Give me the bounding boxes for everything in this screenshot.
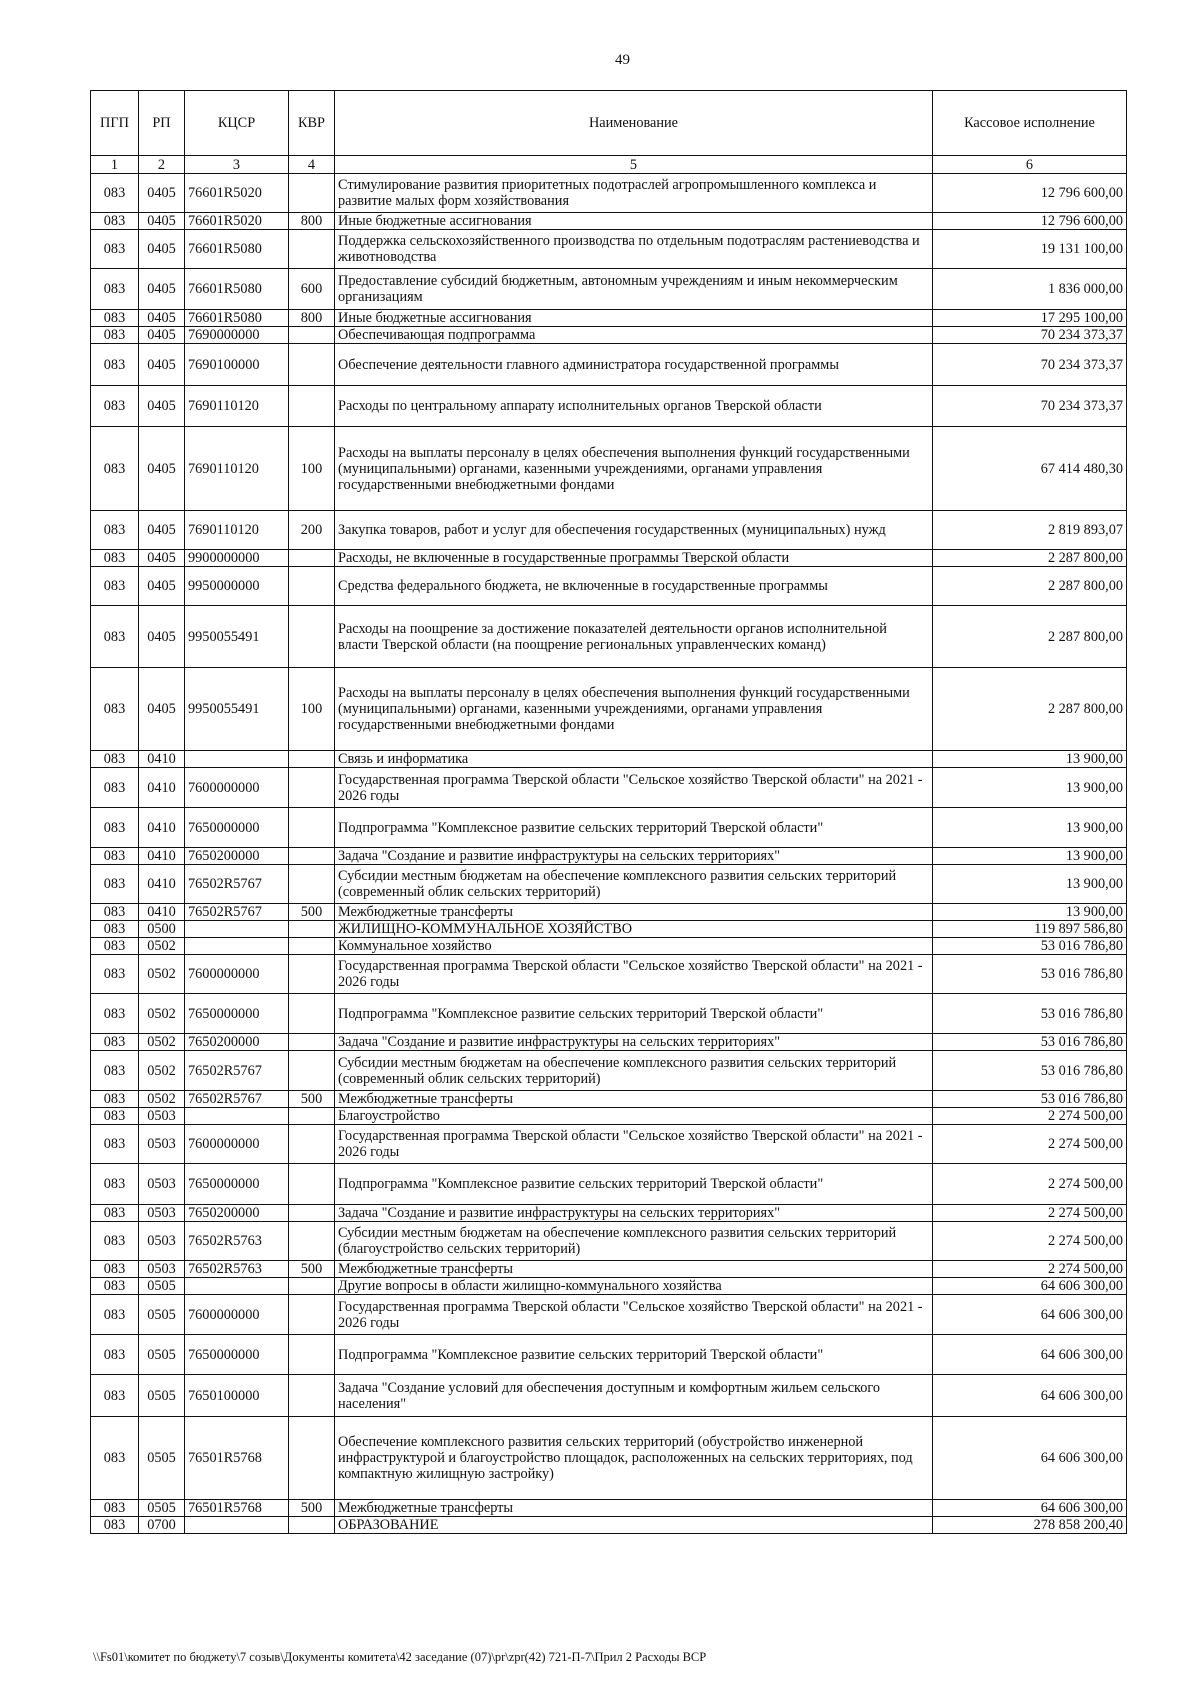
cell-kcsr: 76601R5080 [185, 230, 289, 269]
cell-kvr [289, 327, 335, 344]
cell-name: Обеспечивающая подпрограмма [335, 327, 933, 344]
table-row [91, 1091, 1127, 1108]
header-amount: Кассовое исполнение [933, 91, 1127, 156]
cell-kcsr: 76501R5768 [185, 1417, 289, 1500]
cell-kcsr: 7650000000 [185, 994, 289, 1034]
cell-kcsr: 7690110120 [185, 511, 289, 550]
cell-kvr [289, 1125, 335, 1164]
cell-ppg: 083 [91, 310, 139, 327]
cell-amount: 2 274 500,00 [933, 1205, 1127, 1222]
cell-amount: 12 796 600,00 [933, 174, 1127, 213]
cell-name: Расходы на поощрение за достижение показателей деятельности органов исполнительной власти Тверской области (на поощрение региональных управленческих команд) [335, 606, 933, 668]
cell-amount: 64 606 300,00 [933, 1295, 1127, 1335]
cell-kvr [289, 386, 335, 427]
cell-amount: 53 016 786,80 [933, 1091, 1127, 1108]
cell-rp: 0405 [139, 327, 185, 344]
table-row [91, 1051, 1127, 1091]
cell-kcsr: 7650100000 [185, 1375, 289, 1417]
header-name: Наименование [335, 91, 933, 156]
cell-kcsr: 9950055491 [185, 668, 289, 751]
table-row [91, 1222, 1127, 1261]
cell-rp: 0405 [139, 174, 185, 213]
cell-rp: 0405 [139, 606, 185, 668]
cell-rp: 0505 [139, 1417, 185, 1500]
cell-kvr [289, 938, 335, 955]
cell-amount: 13 900,00 [933, 848, 1127, 865]
table-row [91, 938, 1127, 955]
cell-rp: 0405 [139, 230, 185, 269]
table-row [91, 1164, 1127, 1205]
cell-name: Расходы, не включенные в государственные программы Тверской области [335, 550, 933, 567]
table-row [91, 1517, 1127, 1534]
cell-kcsr: 7650200000 [185, 1205, 289, 1222]
cell-kvr [289, 1034, 335, 1051]
cell-amount: 53 016 786,80 [933, 1051, 1127, 1091]
cell-kvr: 800 [289, 213, 335, 230]
cell-rp: 0410 [139, 904, 185, 921]
cell-amount: 70 234 373,37 [933, 327, 1127, 344]
cell-kcsr: 7650200000 [185, 1034, 289, 1051]
cell-rp: 0405 [139, 213, 185, 230]
cell-amount: 70 234 373,37 [933, 344, 1127, 386]
cell-rp: 0405 [139, 567, 185, 606]
column-number: 4 [289, 156, 335, 174]
cell-kvr [289, 955, 335, 994]
cell-kvr: 200 [289, 511, 335, 550]
cell-kcsr: 7600000000 [185, 1125, 289, 1164]
cell-ppg: 083 [91, 1108, 139, 1125]
table-row [91, 310, 1127, 327]
cell-ppg: 083 [91, 174, 139, 213]
cell-kcsr [185, 1278, 289, 1295]
cell-kcsr: 76601R5080 [185, 269, 289, 310]
page-number: 49 [615, 52, 630, 68]
cell-kcsr [185, 938, 289, 955]
cell-amount: 2 287 800,00 [933, 550, 1127, 567]
cell-rp: 0410 [139, 751, 185, 768]
cell-rp: 0503 [139, 1205, 185, 1222]
cell-ppg: 083 [91, 1500, 139, 1517]
cell-rp: 0502 [139, 994, 185, 1034]
cell-name: Государственная программа Тверской области "Сельское хозяйство Тверской области" на 2021 - 2026 годы [335, 1295, 933, 1335]
cell-rp: 0500 [139, 921, 185, 938]
cell-kvr [289, 1295, 335, 1335]
column-number: 3 [185, 156, 289, 174]
cell-name: Государственная программа Тверской области "Сельское хозяйство Тверской области" на 2021 - 2026 годы [335, 955, 933, 994]
table-row [91, 174, 1127, 213]
table-row [91, 994, 1127, 1034]
cell-name: Субсидии местным бюджетам на обеспечение комплексного развития сельских территорий (благоустройство сельских территорий) [335, 1222, 933, 1261]
cell-kvr [289, 768, 335, 808]
cell-amount: 13 900,00 [933, 904, 1127, 921]
cell-kcsr: 76501R5768 [185, 1500, 289, 1517]
cell-rp: 0410 [139, 865, 185, 904]
cell-kvr: 500 [289, 1500, 335, 1517]
cell-rp: 0502 [139, 1034, 185, 1051]
cell-name: Закупка товаров, работ и услуг для обеспечения государственных (муниципальных) нужд [335, 511, 933, 550]
cell-kcsr: 7690110120 [185, 427, 289, 511]
cell-amount: 13 900,00 [933, 865, 1127, 904]
cell-name: Государственная программа Тверской области "Сельское хозяйство Тверской области" на 2021 - 2026 годы [335, 768, 933, 808]
cell-rp: 0503 [139, 1108, 185, 1125]
cell-amount: 2 274 500,00 [933, 1222, 1127, 1261]
cell-amount: 12 796 600,00 [933, 213, 1127, 230]
cell-ppg: 083 [91, 344, 139, 386]
cell-kcsr: 76601R5020 [185, 174, 289, 213]
table-row [91, 567, 1127, 606]
cell-ppg: 083 [91, 921, 139, 938]
cell-rp: 0505 [139, 1278, 185, 1295]
cell-kvr: 600 [289, 269, 335, 310]
cell-rp: 0502 [139, 938, 185, 955]
cell-rp: 0410 [139, 768, 185, 808]
column-number: 1 [91, 156, 139, 174]
header-kcsr: КЦСР [185, 91, 289, 156]
table-row [91, 606, 1127, 668]
cell-rp: 0505 [139, 1335, 185, 1375]
cell-name: Подпрограмма "Комплексное развитие сельских территорий Тверской области" [335, 808, 933, 848]
cell-rp: 0503 [139, 1261, 185, 1278]
cell-ppg: 083 [91, 1091, 139, 1108]
cell-rp: 0405 [139, 427, 185, 511]
cell-rp: 0405 [139, 344, 185, 386]
cell-ppg: 083 [91, 230, 139, 269]
cell-ppg: 083 [91, 1517, 139, 1534]
cell-ppg: 083 [91, 1261, 139, 1278]
cell-rp: 0503 [139, 1164, 185, 1205]
cell-ppg: 083 [91, 386, 139, 427]
cell-ppg: 083 [91, 427, 139, 511]
cell-kvr: 500 [289, 904, 335, 921]
cell-amount: 13 900,00 [933, 751, 1127, 768]
cell-rp: 0405 [139, 668, 185, 751]
cell-kvr [289, 174, 335, 213]
cell-ppg: 083 [91, 1164, 139, 1205]
footer-file-path: \\Fs01\комитет по бюджету\7 созыв\Документы комитета\42 заседание (07)\pr\zpr(42) 721-П-7\Прил 2 Расходы ВСР [93, 1650, 707, 1664]
cell-ppg: 083 [91, 1295, 139, 1335]
cell-rp: 0502 [139, 1091, 185, 1108]
table-row [91, 848, 1127, 865]
table-row [91, 1375, 1127, 1417]
cell-amount: 1 836 000,00 [933, 269, 1127, 310]
cell-amount: 2 819 893,07 [933, 511, 1127, 550]
cell-rp: 0503 [139, 1125, 185, 1164]
cell-kvr [289, 567, 335, 606]
cell-kvr [289, 1108, 335, 1125]
cell-name: Обеспечение комплексного развития сельских территорий (обустройство инженерной инфраструктурой и благоустройство площадок, расположенных на сельских территориях, под компактную жилищную застройку) [335, 1417, 933, 1500]
cell-amount: 13 900,00 [933, 808, 1127, 848]
cell-name: Связь и информатика [335, 751, 933, 768]
cell-kcsr: 76502R5767 [185, 1051, 289, 1091]
cell-kcsr: 7600000000 [185, 1295, 289, 1335]
cell-kvr [289, 1335, 335, 1375]
cell-name: Задача "Создание и развитие инфраструктуры на сельских территориях" [335, 1205, 933, 1222]
cell-kvr [289, 848, 335, 865]
column-number: 6 [933, 156, 1127, 174]
cell-ppg: 083 [91, 213, 139, 230]
cell-kcsr: 9900000000 [185, 550, 289, 567]
cell-name: Субсидии местным бюджетам на обеспечение комплексного развития сельских территорий (современный облик сельских территорий) [335, 865, 933, 904]
cell-name: Межбюджетные трансферты [335, 1261, 933, 1278]
column-number: 5 [335, 156, 933, 174]
cell-kcsr [185, 751, 289, 768]
cell-ppg: 083 [91, 1278, 139, 1295]
cell-name: Задача "Создание и развитие инфраструктуры на сельских территориях" [335, 848, 933, 865]
cell-amount: 278 858 200,40 [933, 1517, 1127, 1534]
cell-amount: 53 016 786,80 [933, 994, 1127, 1034]
cell-rp: 0505 [139, 1375, 185, 1417]
table-row [91, 768, 1127, 808]
cell-kvr [289, 808, 335, 848]
cell-kcsr [185, 1108, 289, 1125]
cell-ppg: 083 [91, 1375, 139, 1417]
table-row [91, 511, 1127, 550]
cell-amount: 2 274 500,00 [933, 1125, 1127, 1164]
table-row [91, 1108, 1127, 1125]
table-row [91, 1125, 1127, 1164]
cell-amount: 2 287 800,00 [933, 567, 1127, 606]
cell-kcsr [185, 921, 289, 938]
cell-rp: 0405 [139, 269, 185, 310]
column-number: 2 [139, 156, 185, 174]
cell-kcsr: 7650000000 [185, 1164, 289, 1205]
cell-amount: 2 274 500,00 [933, 1164, 1127, 1205]
cell-rp: 0410 [139, 848, 185, 865]
table-row [91, 213, 1127, 230]
cell-amount: 13 900,00 [933, 768, 1127, 808]
cell-name: Государственная программа Тверской области "Сельское хозяйство Тверской области" на 2021 - 2026 годы [335, 1125, 933, 1164]
cell-rp: 0700 [139, 1517, 185, 1534]
cell-kcsr: 9950055491 [185, 606, 289, 668]
table-row [91, 230, 1127, 269]
cell-kvr [289, 1222, 335, 1261]
cell-name: Обеспечение деятельности главного администратора государственной программы [335, 344, 933, 386]
cell-rp: 0505 [139, 1500, 185, 1517]
header-rp: РП [139, 91, 185, 156]
cell-name: Межбюджетные трансферты [335, 1091, 933, 1108]
cell-name: Субсидии местным бюджетам на обеспечение комплексного развития сельских территорий (современный облик сельских территорий) [335, 1051, 933, 1091]
cell-amount: 67 414 480,30 [933, 427, 1127, 511]
table-row [91, 427, 1127, 511]
cell-ppg: 083 [91, 848, 139, 865]
table-row [91, 865, 1127, 904]
cell-kcsr: 76502R5767 [185, 865, 289, 904]
cell-kcsr: 76502R5767 [185, 1091, 289, 1108]
cell-kvr [289, 550, 335, 567]
cell-kcsr: 76502R5763 [185, 1222, 289, 1261]
table-row [91, 1034, 1127, 1051]
cell-amount: 53 016 786,80 [933, 938, 1127, 955]
cell-kvr [289, 751, 335, 768]
cell-ppg: 083 [91, 1335, 139, 1375]
cell-amount: 2 274 500,00 [933, 1108, 1127, 1125]
cell-rp: 0503 [139, 1222, 185, 1261]
cell-rp: 0502 [139, 955, 185, 994]
cell-name: Задача "Создание условий для обеспечения доступным и комфортным жильем сельского населения" [335, 1375, 933, 1417]
cell-ppg: 083 [91, 606, 139, 668]
cell-kcsr [185, 1517, 289, 1534]
table-row [91, 921, 1127, 938]
cell-ppg: 083 [91, 1051, 139, 1091]
cell-name: ОБРАЗОВАНИЕ [335, 1517, 933, 1534]
cell-kcsr: 76601R5020 [185, 213, 289, 230]
table-row [91, 955, 1127, 994]
cell-name: Подпрограмма "Комплексное развитие сельских территорий Тверской области" [335, 1335, 933, 1375]
cell-amount: 2 287 800,00 [933, 668, 1127, 751]
cell-name: Иные бюджетные ассигнования [335, 310, 933, 327]
cell-name: Межбюджетные трансферты [335, 904, 933, 921]
table-body [91, 156, 1127, 1534]
table-row [91, 269, 1127, 310]
cell-kvr: 100 [289, 668, 335, 751]
cell-name: Межбюджетные трансферты [335, 1500, 933, 1517]
cell-name: Поддержка сельскохозяйственного производства по отдельным подотраслям растениеводства и животноводства [335, 230, 933, 269]
cell-amount: 53 016 786,80 [933, 955, 1127, 994]
cell-ppg: 083 [91, 550, 139, 567]
cell-rp: 0410 [139, 808, 185, 848]
cell-kvr [289, 1417, 335, 1500]
cell-ppg: 083 [91, 1205, 139, 1222]
cell-kvr: 500 [289, 1091, 335, 1108]
cell-kcsr: 7600000000 [185, 768, 289, 808]
cell-rp: 0405 [139, 550, 185, 567]
cell-kvr: 100 [289, 427, 335, 511]
cell-name: Благоустройство [335, 1108, 933, 1125]
cell-amount: 64 606 300,00 [933, 1375, 1127, 1417]
cell-ppg: 083 [91, 269, 139, 310]
cell-name: Стимулирование развития приоритетных подотраслей агропромышленного комплекса и развитие малых форм хозяйствования [335, 174, 933, 213]
cell-kcsr: 7650000000 [185, 808, 289, 848]
cell-name: Расходы по центральному аппарату исполнительных органов Тверской области [335, 386, 933, 427]
cell-name: Расходы на выплаты персоналу в целях обеспечения выполнения функций государственными (муниципальными) органами, казенными учреждениями, органами управления государственными внебюджетными фондами [335, 668, 933, 751]
table-row [91, 751, 1127, 768]
cell-name: Предоставление субсидий бюджетным, автономным учреждениям и иным некоммерческим организациям [335, 269, 933, 310]
cell-amount: 17 295 100,00 [933, 310, 1127, 327]
cell-amount: 64 606 300,00 [933, 1500, 1127, 1517]
cell-ppg: 083 [91, 768, 139, 808]
cell-kvr [289, 1205, 335, 1222]
cell-kcsr: 7690000000 [185, 327, 289, 344]
cell-kvr: 500 [289, 1261, 335, 1278]
table-row [91, 1500, 1127, 1517]
table-row [91, 668, 1127, 751]
cell-kcsr: 7650000000 [185, 1335, 289, 1375]
cell-kcsr: 9950000000 [185, 567, 289, 606]
cell-name: Подпрограмма "Комплексное развитие сельских территорий Тверской области" [335, 994, 933, 1034]
table-row [91, 550, 1127, 567]
table-row [91, 344, 1127, 386]
cell-kvr [289, 1164, 335, 1205]
table-row [91, 1295, 1127, 1335]
cell-amount: 2 287 800,00 [933, 606, 1127, 668]
cell-kcsr: 7690100000 [185, 344, 289, 386]
cell-ppg: 083 [91, 668, 139, 751]
column-number-row [91, 156, 1127, 174]
cell-ppg: 083 [91, 955, 139, 994]
table-row [91, 904, 1127, 921]
cell-ppg: 083 [91, 808, 139, 848]
cell-kvr [289, 344, 335, 386]
cell-ppg: 083 [91, 1417, 139, 1500]
cell-kcsr: 76601R5080 [185, 310, 289, 327]
table-header-row [91, 91, 1127, 156]
cell-name: Расходы на выплаты персоналу в целях обеспечения выполнения функций государственными (муниципальными) органами, казенными учреждениями, органами управления государственными внебюджетными фондами [335, 427, 933, 511]
header-ppg: ПГП [91, 91, 139, 156]
table-row [91, 1278, 1127, 1295]
cell-kvr [289, 994, 335, 1034]
cell-rp: 0405 [139, 310, 185, 327]
cell-amount: 119 897 586,80 [933, 921, 1127, 938]
cell-amount: 53 016 786,80 [933, 1034, 1127, 1051]
cell-ppg: 083 [91, 567, 139, 606]
cell-kcsr: 7690110120 [185, 386, 289, 427]
table-row [91, 1205, 1127, 1222]
cell-name: Средства федерального бюджета, не включенные в государственные программы [335, 567, 933, 606]
table-row [91, 1335, 1127, 1375]
cell-kvr [289, 1278, 335, 1295]
header-kvr: КВР [289, 91, 335, 156]
cell-rp: 0502 [139, 1051, 185, 1091]
cell-rp: 0505 [139, 1295, 185, 1335]
cell-amount: 19 131 100,00 [933, 230, 1127, 269]
cell-name: Другие вопросы в области жилищно-коммунального хозяйства [335, 1278, 933, 1295]
cell-ppg: 083 [91, 994, 139, 1034]
table-row [91, 808, 1127, 848]
cell-kcsr: 7600000000 [185, 955, 289, 994]
cell-kvr [289, 1517, 335, 1534]
table-row [91, 1417, 1127, 1500]
cell-kcsr: 7650200000 [185, 848, 289, 865]
cell-ppg: 083 [91, 865, 139, 904]
table-row [91, 1261, 1127, 1278]
cell-name: Задача "Создание и развитие инфраструктуры на сельских территориях" [335, 1034, 933, 1051]
cell-kvr: 800 [289, 310, 335, 327]
table-row [91, 327, 1127, 344]
cell-ppg: 083 [91, 938, 139, 955]
cell-ppg: 083 [91, 327, 139, 344]
cell-amount: 70 234 373,37 [933, 386, 1127, 427]
cell-amount: 2 274 500,00 [933, 1261, 1127, 1278]
budget-execution-table [90, 90, 1127, 1534]
cell-kvr [289, 230, 335, 269]
cell-name: Иные бюджетные ассигнования [335, 213, 933, 230]
cell-kvr [289, 1375, 335, 1417]
cell-ppg: 083 [91, 904, 139, 921]
cell-name: Коммунальное хозяйство [335, 938, 933, 955]
cell-kcsr: 76502R5767 [185, 904, 289, 921]
cell-kvr [289, 606, 335, 668]
cell-kcsr: 76502R5763 [185, 1261, 289, 1278]
table-row [91, 386, 1127, 427]
cell-name: Подпрограмма "Комплексное развитие сельских территорий Тверской области" [335, 1164, 933, 1205]
cell-amount: 64 606 300,00 [933, 1335, 1127, 1375]
cell-rp: 0405 [139, 511, 185, 550]
cell-ppg: 083 [91, 1222, 139, 1261]
cell-amount: 64 606 300,00 [933, 1417, 1127, 1500]
cell-ppg: 083 [91, 511, 139, 550]
cell-kvr [289, 1051, 335, 1091]
cell-ppg: 083 [91, 1034, 139, 1051]
cell-ppg: 083 [91, 1125, 139, 1164]
cell-rp: 0405 [139, 386, 185, 427]
cell-ppg: 083 [91, 751, 139, 768]
cell-name: ЖИЛИЩНО-КОММУНАЛЬНОЕ ХОЗЯЙСТВО [335, 921, 933, 938]
cell-kvr [289, 921, 335, 938]
cell-amount: 64 606 300,00 [933, 1278, 1127, 1295]
cell-kvr [289, 865, 335, 904]
